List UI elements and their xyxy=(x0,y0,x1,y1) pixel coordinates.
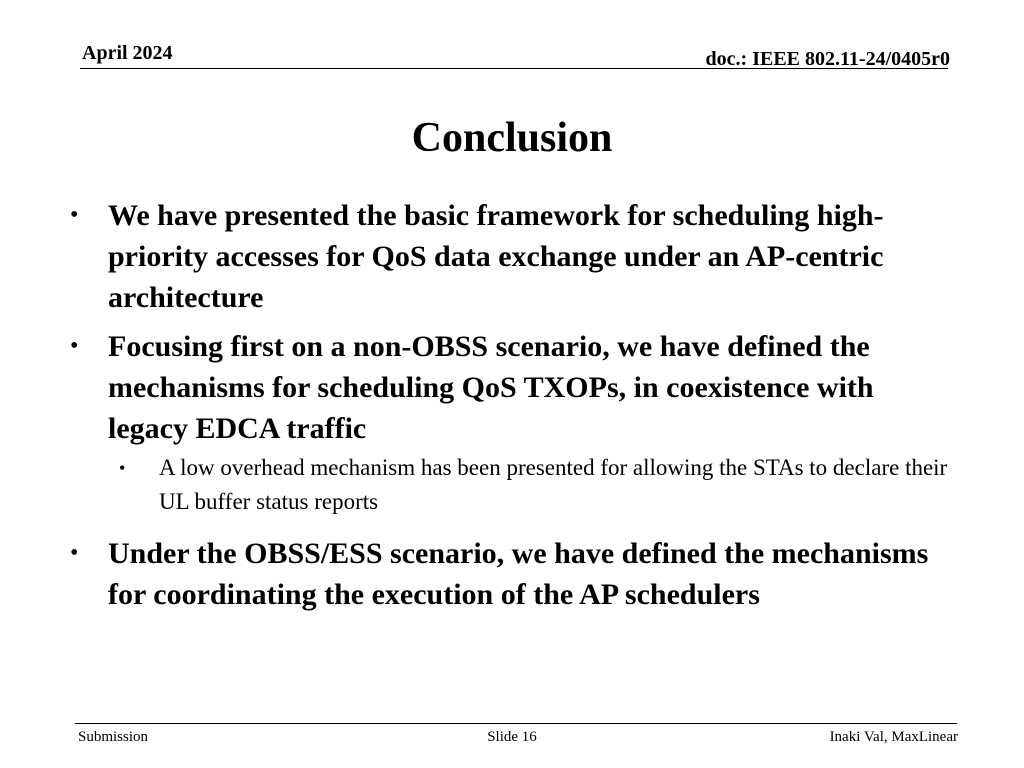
slide-content xyxy=(70,195,950,623)
footer-author: Inaki Val, MaxLinear xyxy=(829,729,958,745)
footer-rule xyxy=(75,723,957,724)
sub-bullet-item xyxy=(119,451,950,519)
bullet-icon: • xyxy=(70,202,79,228)
bullet-text: We have presented the basic framework for scheduling high-priority accesses for QoS data exchange under an AP-centric architecture xyxy=(108,199,884,314)
bullet-item xyxy=(70,326,950,449)
bullet-icon: • xyxy=(70,333,79,359)
sub-bullet-icon: • xyxy=(119,458,126,478)
bullet-text: Focusing first on a non-OBSS scenario, we have defined the mechanisms for scheduling QoS TXOPs, in coexistence with legacy EDCA traffic xyxy=(108,330,874,445)
bullet-text: Under the OBSS/ESS scenario, we have defined the mechanisms for coordinating the execution of the AP schedulers xyxy=(108,537,929,611)
slide-title: Conclusion xyxy=(411,115,613,161)
bullet-icon: • xyxy=(70,540,79,566)
bullet-item xyxy=(70,195,950,318)
footer-slide-number: Slide 16 xyxy=(487,729,537,745)
footer-submission: Submission xyxy=(78,729,149,745)
header-rule xyxy=(80,68,948,69)
bullet-item xyxy=(70,533,950,615)
header-date: April 2024 xyxy=(82,42,173,64)
header-doc-id: doc.: IEEE 802.11-24/0405r0 xyxy=(705,48,950,70)
sub-bullet-text: A low overhead mechanism has been presented for allowing the STAs to declare their UL buffer status reports xyxy=(159,455,948,514)
